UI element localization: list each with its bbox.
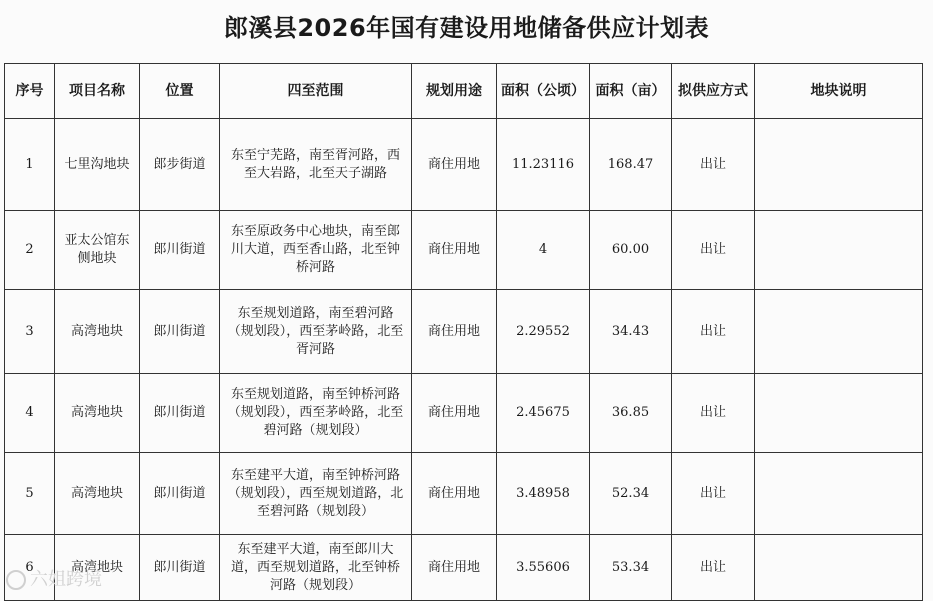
cell-supply: 出让	[672, 453, 755, 535]
cell-use: 商住用地	[412, 453, 497, 535]
cell-use: 商住用地	[412, 211, 497, 290]
cell-use: 商住用地	[412, 535, 497, 601]
col-header-name: 项目名称	[55, 64, 140, 119]
cell-supply: 出让	[672, 374, 755, 453]
cell-area-mu: 53.34	[590, 535, 672, 601]
cell-no: 5	[5, 453, 55, 535]
cell-area-mu: 52.34	[590, 453, 672, 535]
cell-no: 1	[5, 119, 55, 211]
col-header-no: 序号	[5, 64, 55, 119]
cell-location: 郎川街道	[140, 535, 220, 601]
cell-no: 4	[5, 374, 55, 453]
cell-use: 商住用地	[412, 374, 497, 453]
cell-area-mu: 168.47	[590, 119, 672, 211]
cell-note	[755, 211, 923, 290]
table-row	[5, 453, 923, 535]
cell-name: 高湾地块	[55, 535, 140, 601]
col-header-location: 位置	[140, 64, 220, 119]
cell-range: 东至建平大道，南至郎川大道，西至规划道路，北至钟桥河路（规划段）	[220, 535, 412, 601]
col-header-area-ha: 面积（公顷）	[497, 64, 590, 119]
table-row	[5, 535, 923, 601]
cell-note	[755, 374, 923, 453]
header-row	[5, 64, 923, 119]
cell-area-ha: 3.55606	[497, 535, 590, 601]
cell-supply: 出让	[672, 535, 755, 601]
cell-range: 东至宁芜路，南至胥河路，西至大岩路，北至天子湖路	[220, 119, 412, 211]
col-header-range: 四至范围	[220, 64, 412, 119]
cell-note	[755, 535, 923, 601]
col-header-supply: 拟供应方式	[672, 64, 755, 119]
watermark-logo-icon	[6, 570, 26, 590]
cell-location: 郎川街道	[140, 374, 220, 453]
cell-use: 商住用地	[412, 119, 497, 211]
cell-note	[755, 453, 923, 535]
cell-name: 高湾地块	[55, 374, 140, 453]
cell-area-mu: 34.43	[590, 290, 672, 374]
cell-use: 商住用地	[412, 290, 497, 374]
cell-area-ha: 3.48958	[497, 453, 590, 535]
cell-area-mu: 36.85	[590, 374, 672, 453]
cell-range: 东至建平大道，南至钟桥河路（规划段），西至规划道路，北至碧河路（规划段）	[220, 453, 412, 535]
table-row	[5, 290, 923, 374]
cell-location: 郎川街道	[140, 453, 220, 535]
watermark-text: 六姐跨境	[30, 569, 102, 590]
col-header-area-mu: 面积（亩）	[590, 64, 672, 119]
cell-supply: 出让	[672, 290, 755, 374]
cell-location: 郎步街道	[140, 119, 220, 211]
cell-supply: 出让	[672, 211, 755, 290]
cell-area-ha: 2.45675	[497, 374, 590, 453]
cell-area-ha: 4	[497, 211, 590, 290]
cell-name: 七里沟地块	[55, 119, 140, 211]
cell-no: 2	[5, 211, 55, 290]
cell-location: 郎川街道	[140, 211, 220, 290]
cell-location: 郎川街道	[140, 290, 220, 374]
table-row	[5, 211, 923, 290]
col-header-use: 规划用途	[412, 64, 497, 119]
cell-range: 东至规划道路，南至碧河路（规划段），西至茅岭路，北至胥河路	[220, 290, 412, 374]
col-header-note: 地块说明	[755, 64, 923, 119]
cell-note	[755, 290, 923, 374]
cell-range: 东至原政务中心地块，南至郎川大道，西至香山路，北至钟桥河路	[220, 211, 412, 290]
watermark	[6, 565, 102, 591]
cell-name: 亚太公馆东侧地块	[55, 211, 140, 290]
cell-area-ha: 11.23116	[497, 119, 590, 211]
cell-no: 6	[5, 535, 55, 601]
cell-range: 东至规划道路，南至钟桥河路（规划段），西至茅岭路，北至碧河路（规划段）	[220, 374, 412, 453]
table-row	[5, 119, 923, 211]
table-row	[5, 374, 923, 453]
cell-note	[755, 119, 923, 211]
cell-area-mu: 60.00	[590, 211, 672, 290]
cell-name: 高湾地块	[55, 453, 140, 535]
cell-supply: 出让	[672, 119, 755, 211]
cell-name: 高湾地块	[55, 290, 140, 374]
cell-area-ha: 2.29552	[497, 290, 590, 374]
page-title: 郎溪县2026年国有建设用地储备供应计划表	[223, 14, 710, 42]
cell-no: 3	[5, 290, 55, 374]
land-supply-table	[4, 63, 923, 601]
